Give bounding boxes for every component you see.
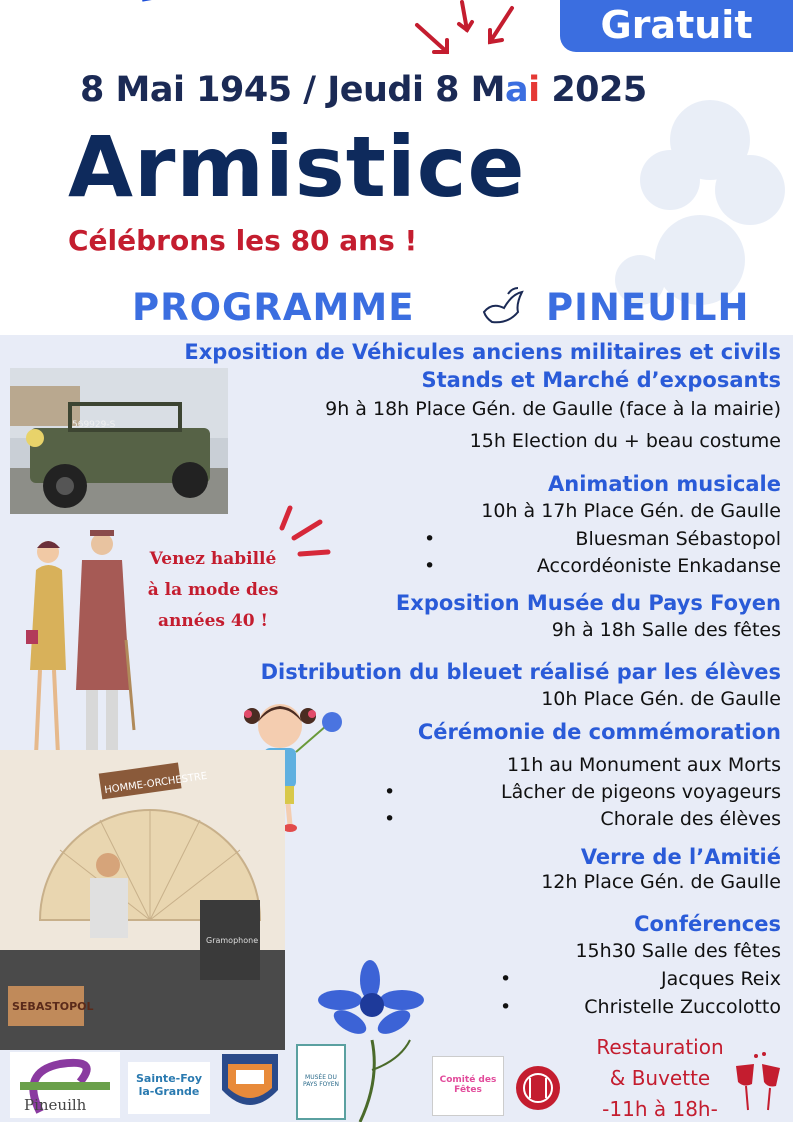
pineuilh-logo: Pineuilh — [10, 1052, 120, 1118]
program-line-text: 12h Place Gén. de Gaulle — [541, 871, 781, 893]
restauration-buvette: Restauration & Buvette -11h à 18h- — [596, 1035, 724, 1121]
dove-icon — [478, 284, 526, 332]
program-line-heading: Verre de l’Amitié — [580, 845, 781, 869]
town-heading: PINEUILH — [546, 286, 750, 329]
program-line-text: 15h Election du + beau costume — [469, 430, 781, 452]
bullet-icon: • — [424, 555, 436, 577]
program-line-text: 11h au Monument aux Morts — [507, 754, 781, 776]
bullet-icon: • — [500, 996, 512, 1018]
subtitle: Célébrons les 80 ans ! — [68, 224, 418, 257]
program-line-heading: Animation musicale — [548, 472, 781, 496]
jeep-photo — [10, 368, 228, 514]
program-line-heading: Exposition Musée du Pays Foyen — [395, 591, 781, 615]
bullet-icon: • — [500, 968, 512, 990]
free-badge: Gratuit — [560, 0, 793, 52]
program-line-bullet: Chorale des élèves — [600, 808, 781, 830]
jeep-plate: 569929-S — [72, 420, 116, 430]
orchestra-sign: HOMME-ORCHESTRE — [103, 770, 208, 797]
wine-glasses-icon — [730, 1050, 786, 1116]
program-line-bullet: Accordéoniste Enkadanse — [536, 555, 781, 577]
bullet-icon: • — [424, 528, 436, 550]
program-line-heading: Exposition de Véhicules anciens militaires et civils — [184, 340, 781, 364]
comite-des-fetes-logo: Comité des Fêtes — [432, 1056, 504, 1116]
one-man-band-photo — [0, 750, 285, 1050]
costume-note: Venez habillé à la mode des années 40 ! — [147, 549, 279, 631]
program-line-heading: Cérémonie de commémoration — [417, 720, 781, 744]
programme-heading: PROGRAMME — [132, 286, 415, 329]
drum-label: SEBASTOPOL — [12, 1000, 94, 1013]
program-line-text: 9h à 18h Place Gén. de Gaulle (face à la mairie) — [325, 398, 781, 420]
gramophone-label: Gramophone — [206, 936, 259, 945]
program-line-heading: Distribution du bleuet réalisé par les élèves — [260, 660, 781, 684]
program-line-text: 10h Place Gén. de Gaulle — [541, 688, 781, 710]
coat-of-arms-logo — [218, 1050, 282, 1118]
program-line-bullet: Bluesman Sébastopol — [575, 528, 781, 550]
bullet-icon: • — [384, 781, 396, 803]
event-dates: 8 Mai 1945 / Jeudi 8 Mai 2025 — [80, 70, 647, 110]
bullet-icon: • — [384, 808, 396, 830]
sainte-foy-logo: Sainte-Foy la-Grande — [128, 1062, 210, 1114]
program-line-bullet: Jacques Reix — [661, 968, 781, 990]
program-line-text: 10h à 17h Place Gén. de Gaulle — [481, 500, 781, 522]
program-line-bullet: Lâcher de pigeons voyageurs — [501, 781, 781, 803]
program-line-heading: Stands et Marché d’exposants — [421, 368, 781, 392]
program-line-bullet: Christelle Zuccolotto — [584, 996, 781, 1018]
program-line-text: 15h30 Salle des fêtes — [575, 940, 781, 962]
program-line-heading: Conférences — [634, 912, 781, 936]
page-title: Armistice — [68, 118, 526, 216]
arrow-marks-icon — [412, 0, 522, 60]
program-line-text: 9h à 18h Salle des fêtes — [551, 619, 781, 641]
couple-illustration — [22, 530, 142, 770]
restaurant-icon — [514, 1064, 562, 1112]
musee-logo: MUSÉE DU PAYS FOYEN — [296, 1044, 346, 1120]
